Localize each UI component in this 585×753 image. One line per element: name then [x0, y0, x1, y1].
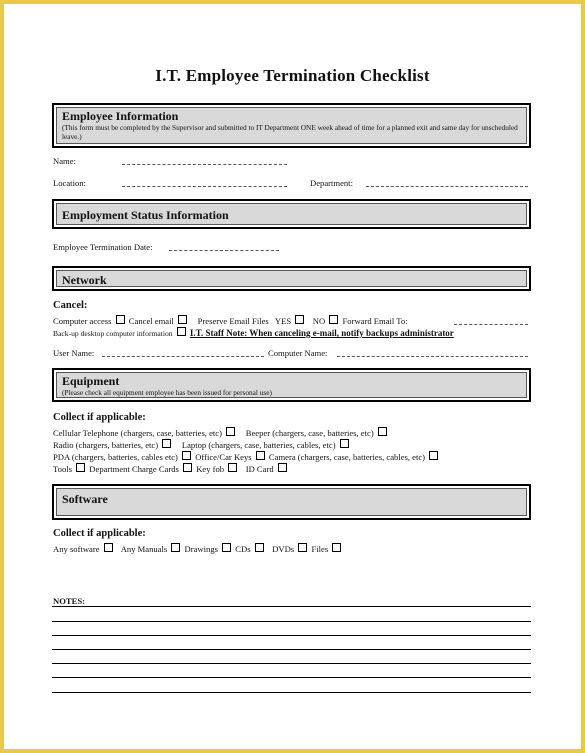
laptop-label: Laptop (chargers, case, batteries, cables, etc): [181, 440, 336, 450]
drawings-checkbox[interactable]: [222, 543, 231, 552]
yes-checkbox[interactable]: [295, 315, 304, 324]
notes-label: NOTES:: [53, 596, 85, 606]
key-fob-label: Key fob: [196, 464, 225, 474]
key-fob-checkbox[interactable]: [228, 463, 237, 472]
equipment-row-2: [53, 439, 351, 450]
cds-label: CDs: [235, 544, 251, 554]
equipment-row-3: [53, 451, 440, 462]
section-heading: Employee Information: [62, 109, 179, 123]
section-heading: Employment Status Information: [62, 208, 229, 222]
form-page: [4, 4, 581, 749]
radio-checkbox[interactable]: [162, 439, 171, 448]
id-card-label: ID Card: [245, 464, 274, 474]
termination-date-field[interactable]: [169, 250, 279, 251]
notes-line[interactable]: [52, 635, 531, 636]
network-cancel-row: [53, 315, 408, 326]
staff-note: I.T. Staff Note: When canceling e-mail, notify backups administrator: [189, 328, 454, 338]
dvds-checkbox[interactable]: [298, 543, 307, 552]
software-collect-heading: Collect if applicable:: [53, 528, 146, 539]
network-backup-row: [53, 327, 454, 338]
any-software-checkbox[interactable]: [104, 543, 113, 552]
equipment-collect-heading: Collect if applicable:: [53, 412, 146, 423]
location-label: Location:: [53, 178, 86, 188]
section-heading: Equipment: [62, 374, 120, 388]
section-note: (Please check all equipment employee has been issued for personal use): [62, 388, 272, 397]
beeper-label: Beeper (chargers, case, batteries, etc): [245, 428, 374, 438]
dvds-label: DVDs: [272, 544, 295, 554]
laptop-checkbox[interactable]: [340, 439, 349, 448]
notes-line[interactable]: [52, 663, 531, 664]
notes-line[interactable]: [52, 692, 531, 693]
location-field[interactable]: [122, 186, 287, 187]
cancel-email-label: Cancel email: [128, 316, 174, 326]
office-keys-checkbox[interactable]: [256, 451, 265, 460]
cancel-heading: Cancel:: [53, 300, 88, 311]
cds-checkbox[interactable]: [255, 543, 264, 552]
camera-checkbox[interactable]: [429, 451, 438, 460]
section-note: (This form must be completed by the Supervisor and submitted to IT Department ONE week ahead of time for a planned exit and same day for unscheduled leave.): [62, 123, 518, 141]
equipment-row-1: [53, 427, 389, 438]
notes-line[interactable]: [52, 606, 531, 607]
drawings-label: Drawings: [184, 544, 218, 554]
cellular-label: Cellular Telephone (chargers, case, batteries, etc): [53, 428, 222, 438]
forward-email-field[interactable]: [454, 324, 528, 325]
files-label: Files: [311, 544, 329, 554]
cancel-email-checkbox[interactable]: [178, 315, 187, 324]
radio-label: Radio (chargers, batteries, etc): [53, 440, 159, 450]
pda-label: PDA (chargers, batteries, cables etc): [53, 452, 178, 462]
preserve-email-label: Preserve Email Files: [197, 316, 269, 326]
notes-line[interactable]: [52, 621, 531, 622]
files-checkbox[interactable]: [332, 543, 341, 552]
name-field[interactable]: [122, 164, 287, 165]
no-checkbox[interactable]: [329, 315, 338, 324]
page-title: I.T. Employee Termination Checklist: [155, 66, 430, 85]
computer-name-label: Computer Name:: [268, 348, 328, 358]
office-keys-label: Office/Car Keys: [195, 452, 252, 462]
yes-label: YES: [274, 316, 292, 326]
computer-access-checkbox[interactable]: [116, 315, 125, 324]
computer-name-field[interactable]: [337, 356, 528, 357]
no-label: NO: [312, 316, 326, 326]
backup-info-checkbox[interactable]: [177, 327, 186, 336]
beeper-checkbox[interactable]: [378, 427, 387, 436]
forward-email-label: Forward Email To:: [342, 316, 408, 326]
id-card-checkbox[interactable]: [278, 463, 287, 472]
user-name-field[interactable]: [102, 356, 264, 357]
termination-date-label: Employee Termination Date:: [53, 242, 153, 252]
notes-line[interactable]: [52, 649, 531, 650]
name-label: Name:: [53, 156, 76, 166]
tools-label: Tools: [53, 464, 72, 474]
tools-checkbox[interactable]: [76, 463, 85, 472]
any-manuals-label: Any Manuals: [120, 544, 168, 554]
pda-checkbox[interactable]: [182, 451, 191, 460]
backup-info-label: Back-up desktop computer information: [53, 329, 173, 338]
employment-status-section: [52, 199, 531, 229]
any-manuals-checkbox[interactable]: [171, 543, 180, 552]
notes-line[interactable]: [52, 677, 531, 678]
dept-charge-cards-checkbox[interactable]: [183, 463, 192, 472]
camera-label: Camera (chargers, case, batteries, cables, etc): [268, 452, 426, 462]
dept-charge-cards-label: Department Charge Cards: [89, 464, 179, 474]
equipment-section: [52, 368, 531, 402]
software-row: [53, 543, 343, 554]
computer-access-label: Computer access: [53, 316, 112, 326]
user-name-label: User Name:: [53, 348, 95, 358]
section-heading: Software: [62, 492, 108, 506]
equipment-row-4: [53, 463, 289, 474]
department-field[interactable]: [366, 186, 528, 187]
any-software-label: Any software: [53, 544, 100, 554]
employee-information-section: [52, 103, 531, 148]
cellular-checkbox[interactable]: [226, 427, 235, 436]
section-heading: Network: [62, 273, 107, 287]
software-section: [52, 484, 531, 520]
network-section: [52, 266, 531, 291]
department-label: Department:: [310, 178, 353, 188]
